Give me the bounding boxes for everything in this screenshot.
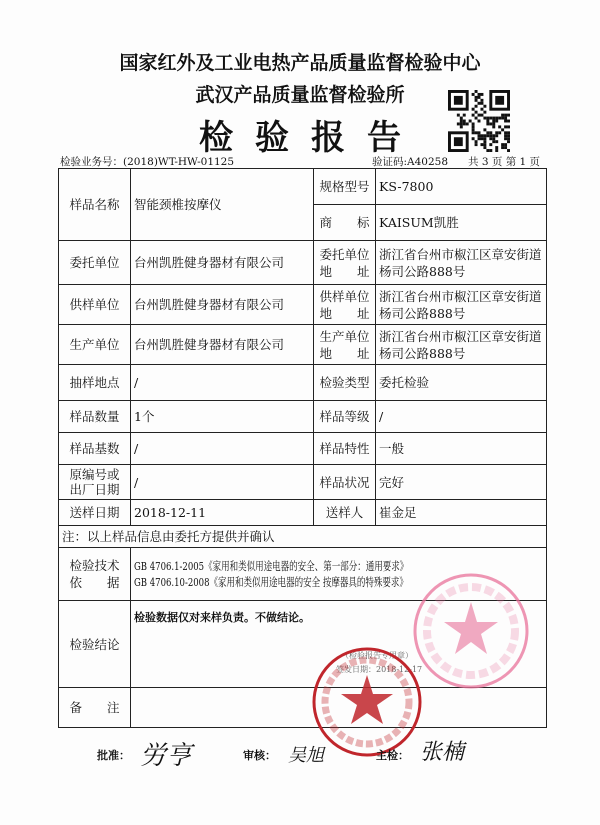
feature: 一般	[376, 433, 547, 465]
business-no	[60, 154, 234, 169]
sampling-place-label: 抽样地点	[59, 365, 131, 401]
qty-label: 样品数量	[59, 401, 131, 433]
business-no-value: (2018)WT-HW-01125	[123, 156, 235, 168]
sampling-place: /	[131, 365, 314, 401]
grade: /	[376, 401, 547, 433]
report-title: 检验报告	[199, 118, 423, 158]
maker-addr-label: 生产单位 地 址	[314, 325, 376, 365]
conclusion: 检验数据仅对来样负责。不做结论。	[134, 611, 310, 624]
approve-label: 批准：	[97, 749, 130, 762]
client: 台州凯胜健身器材有限公司	[131, 241, 314, 285]
page-info: 共 3 页 第 1 页	[468, 156, 541, 168]
grade-label: 样品等级	[314, 401, 376, 433]
trademark-label: 商 标	[314, 205, 376, 241]
sender: 崔金足	[376, 500, 547, 526]
client-addr-label: 委托单位 地 址	[314, 241, 376, 285]
date: 2018-12-11	[131, 500, 314, 526]
qr-code	[448, 90, 510, 152]
orig-no: /	[131, 465, 314, 500]
supplier-addr-label: 供样单位 地 址	[314, 285, 376, 325]
conclusion-label: 检验结论	[59, 601, 131, 688]
trademark: KAISUM凯胜	[376, 205, 547, 241]
test-type-label: 检验类型	[314, 365, 376, 401]
sample-name: 智能颈椎按摩仪	[131, 169, 314, 241]
sample-info-table	[58, 168, 547, 728]
remark-label: 备 注	[59, 688, 131, 728]
maker-label: 生产单位	[59, 325, 131, 365]
basis	[131, 548, 547, 601]
review-signature: 吴旭	[288, 745, 324, 766]
orig-no-label: 原编号或 出厂日期	[59, 465, 131, 500]
inspector-signature: 张楠	[420, 740, 465, 765]
org-line2: 武汉产品质量监督检验所	[195, 84, 405, 106]
qty: 1个	[131, 401, 314, 433]
supplier: 台州凯胜健身器材有限公司	[131, 285, 314, 325]
model-label: 规格型号	[314, 169, 376, 205]
remark	[131, 688, 547, 728]
base-label: 样品基数	[59, 433, 131, 465]
feature-label: 样品特性	[314, 433, 376, 465]
stamp-note: （检验报告专用章）	[341, 651, 413, 660]
conclusion-cell	[131, 601, 547, 688]
supplier-label: 供样单位	[59, 285, 131, 325]
status: 完好	[376, 465, 547, 500]
verify-code: 验证码:A40258	[372, 156, 449, 168]
client-label: 委托单位	[59, 241, 131, 285]
sample-name-label: 样品名称	[59, 169, 131, 241]
maker: 台州凯胜健身器材有限公司	[131, 325, 314, 365]
status-label: 样品状况	[314, 465, 376, 500]
date-label: 送样日期	[59, 500, 131, 526]
basis-item: GB 4706.1-2005《家用和类似用途电器的安全、第一部分：通用要求》	[134, 559, 409, 573]
note: 注：以上样品信息由委托方提供并确认	[59, 526, 547, 548]
basis-item: GB 4706.10-2008《家用和类似用途电器的安全 按摩器具的特殊要求》	[134, 575, 408, 589]
sender-label: 送样人	[314, 500, 376, 526]
issue-date: 签发日期：2018-12-17	[336, 665, 423, 674]
org-line1: 国家红外及工业电热产品质量监督检验中心	[119, 52, 481, 74]
review-label: 审核：	[243, 749, 276, 762]
maker-addr: 浙江省台州市椒江区章安街道杨司公路888号	[376, 325, 547, 365]
approve-signature: 労亨	[140, 741, 193, 771]
basis-label: 检验技术 依 据	[59, 548, 131, 601]
business-no-label: 检验业务号：	[60, 156, 123, 168]
base: /	[131, 433, 314, 465]
inspector-label: 主检：	[376, 749, 409, 762]
client-addr: 浙江省台州市椒江区章安街道杨司公路888号	[376, 241, 547, 285]
supplier-addr: 浙江省台州市椒江区章安街道杨司公路888号	[376, 285, 547, 325]
model: KS-7800	[376, 169, 547, 205]
test-type: 委托检验	[376, 365, 547, 401]
